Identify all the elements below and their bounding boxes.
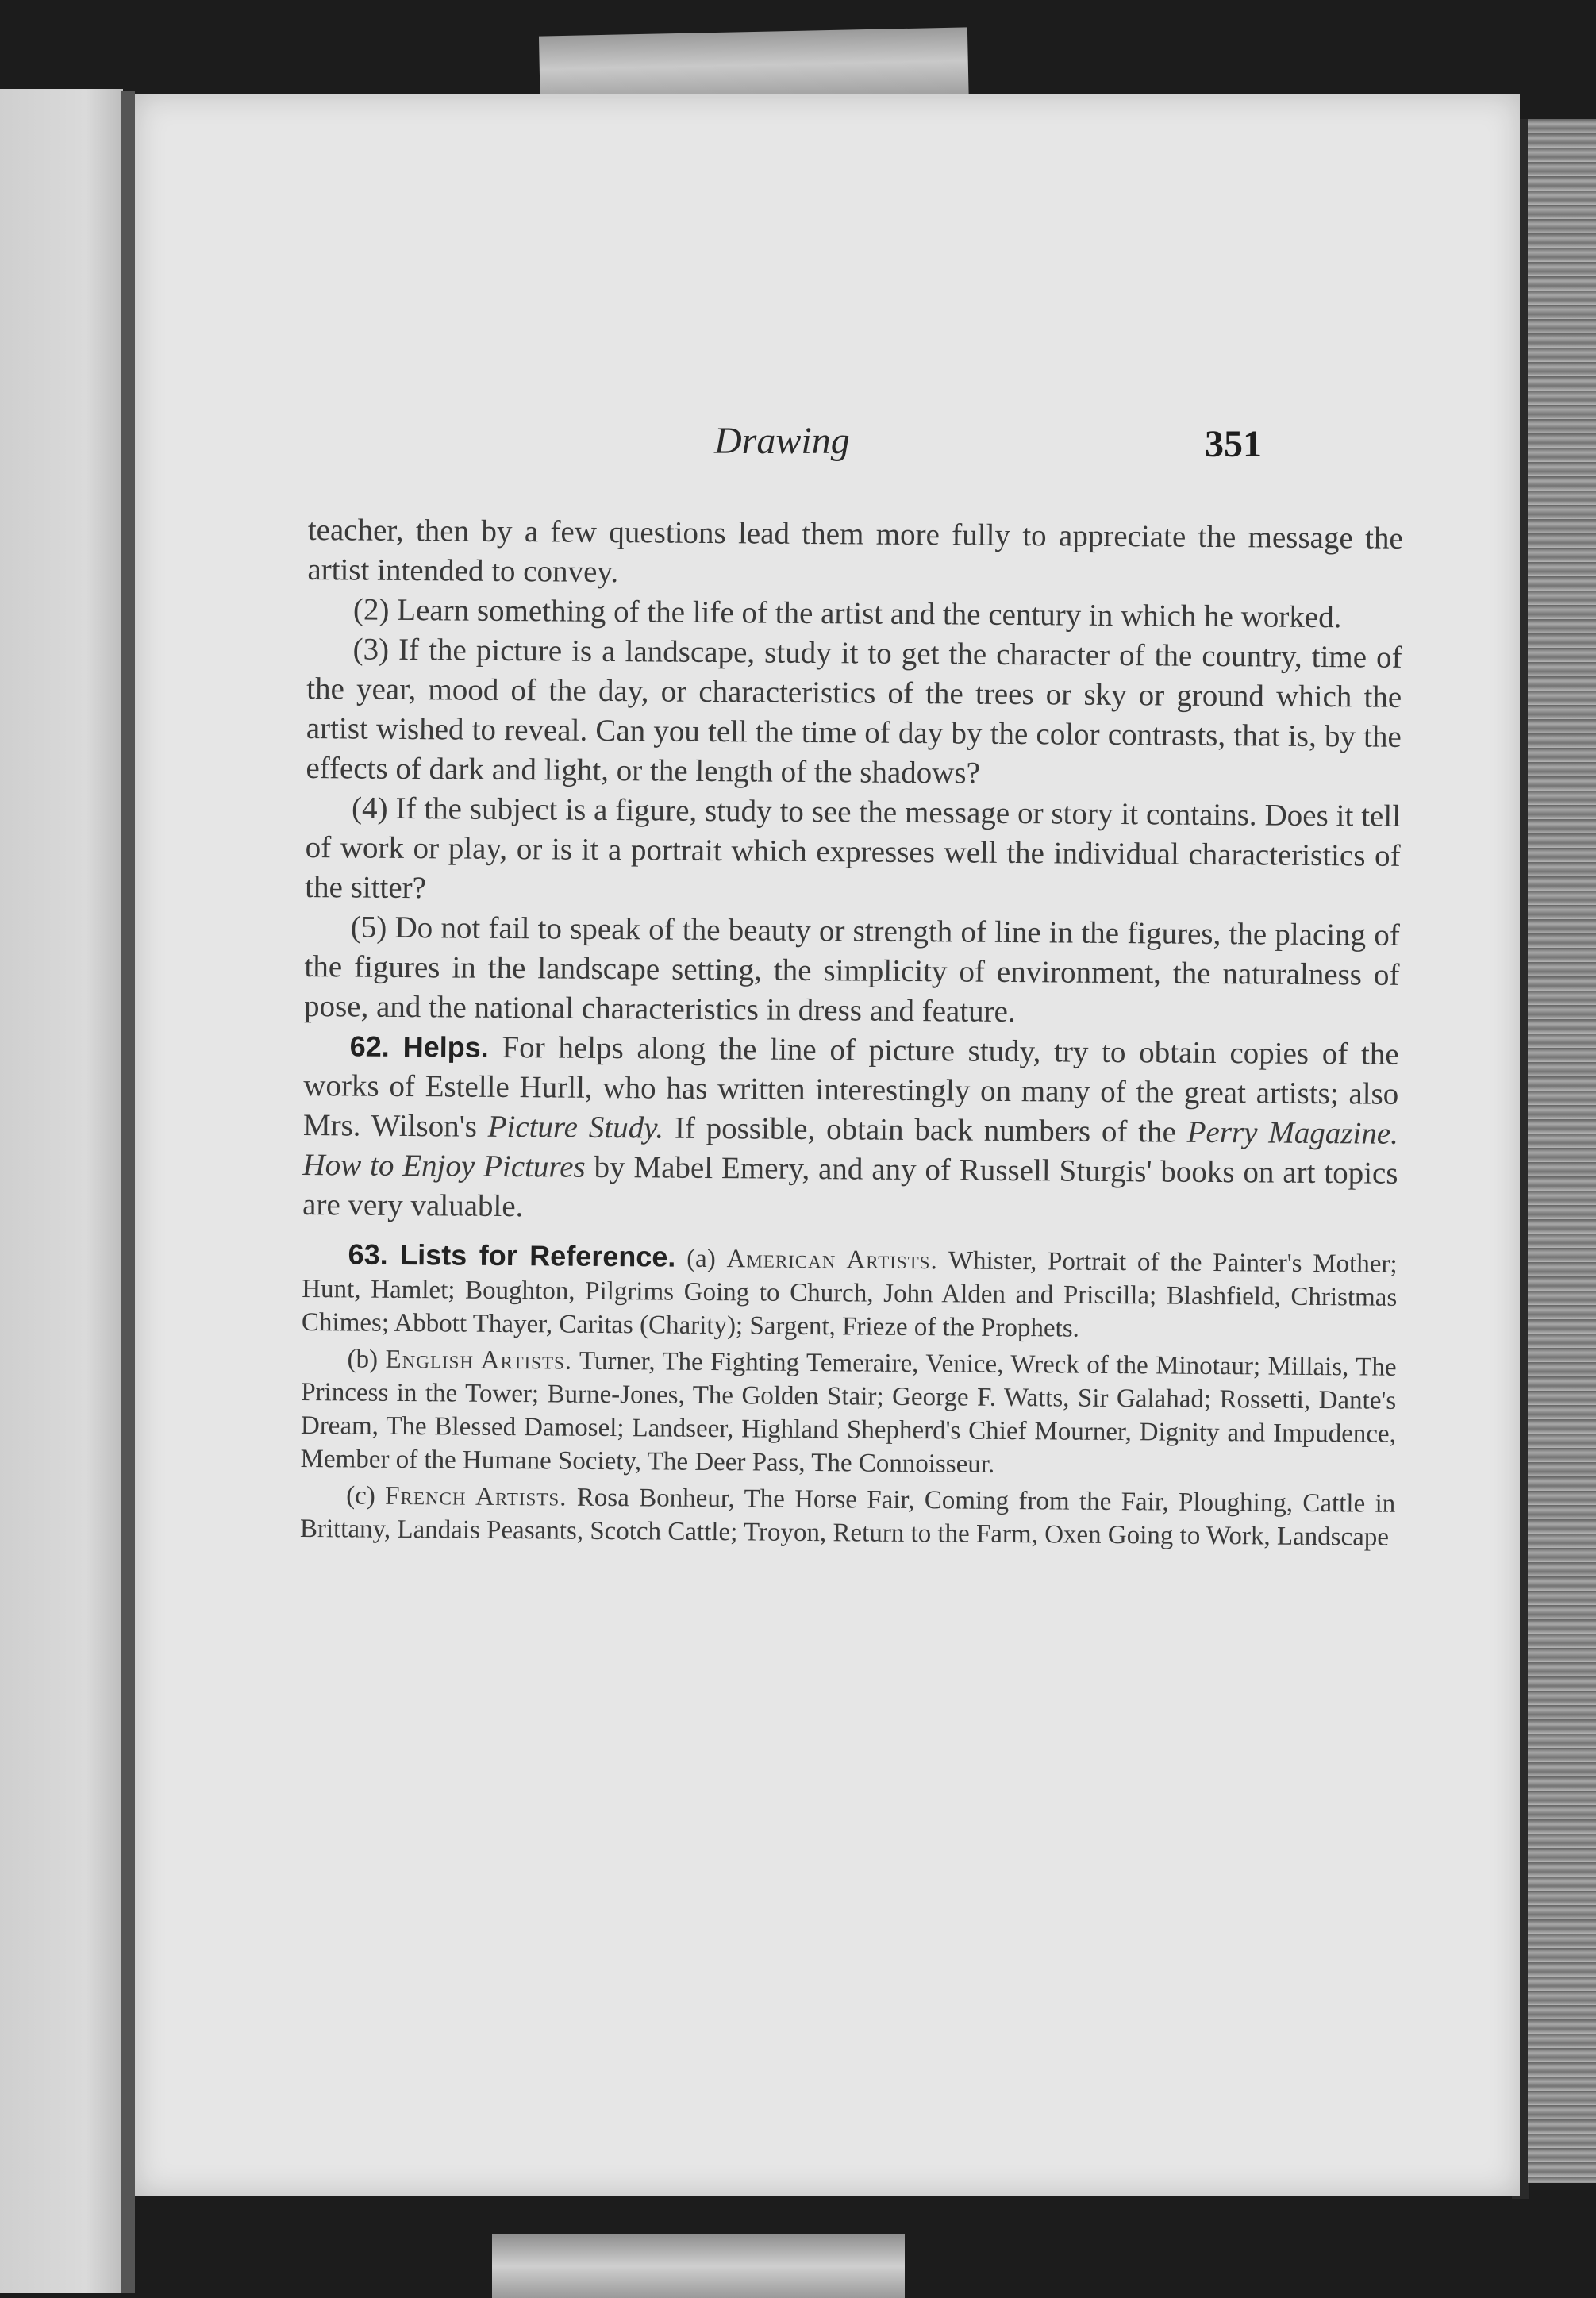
list-b-label: (b) [347,1345,379,1374]
list-english [300,1342,1396,1484]
list-c-label: (c) [346,1481,376,1511]
paragraph-3: (3) If the picture is a landscape, study it to get the character of the country, time of the year, mood of the day, or characteristics of the trees or sky or ground which the artist wished to reveal. Can you tell the time of day by the color contrasts, that is, by the effects of dark and light, or the length of the shadows? [306,632,1402,791]
tape-fringe-right [1528,119,1596,2183]
page-header [135,419,1520,483]
helps-text-f: by Mabel Emery, and any of Russell Sturgis' books on art topics are very valuable. [302,1149,1398,1224]
page-number: 351 [1205,423,1262,465]
list-c-text: Rosa Bonheur, The Horse Fair, Coming from the Fair, Ploughing, Cattle in Brittany, Landais Peasants, Scotch Cattle; Troyon, Return to the Farm, Oxen Going to Work, Landscape [299,1483,1396,1552]
list-a-title: American Artists. [726,1245,938,1276]
running-head: Drawing [714,420,850,462]
book-page [135,94,1520,2196]
tape-strip-bottom [492,2234,905,2298]
section-62-heading: 62. Helps. [349,1030,489,1064]
helps-title-perry-magazine: Perry Magazine. [1186,1114,1399,1151]
page-gutter-shadow [121,91,135,2293]
list-french [300,1479,1396,1554]
body-text [300,510,1403,1557]
list-b-title: English Artists. [385,1345,573,1376]
list-a-label: (a) [686,1244,716,1274]
paragraph-5: (5) Do not fail to speak of the beauty or strength of line in the figures, the placing of the figures in the landscape setting, the simplicity of environment, the naturalness of pose, and the national characteristics in dress and feature. [303,910,1401,1030]
reference-lists [300,1238,1398,1554]
paragraph-4: (4) If the subject is a figure, study to see the message or story it contains. Does it tell of work or play, or is it a portrait which expresses well the individual characteristics of the sitter? [305,791,1402,906]
paragraph-2: (2) Learn something of the life of the artist and the century in which he worked. [352,592,1342,635]
list-b-text: Turner, The Fighting Temeraire, Venice, Wreck of the Minotaur; Millais, The Princess in the Tower; Burne-Jones, The Golden Stair; George F. Watts, Sir Galahad; Rossetti, Dante's Dream, The Blessed Damosel; Landseer, Highland Shepherd's Chief Mourner, Dignity and Impudence, Member of the Humane Society, The Deer Pass, The Connoisseur. [300,1346,1397,1479]
section-63-heading: 63. Lists for Reference. [348,1238,676,1273]
list-american [302,1238,1398,1348]
helps-title-picture-study: Picture Study. [487,1109,664,1145]
helps-title-how-to-enjoy: How to Enjoy Pictures [302,1147,586,1184]
list-a-text: Whister, Portrait of the Painter's Mother; Hunt, Hamlet; Boughton, Pilgrims Going to Church, John Alden and Priscilla; Blashfield, Christmas Chimes; Abbott Thayer, Caritas (Charity); Sargent, Frieze of the Prophets. [301,1246,1398,1343]
helps-text-a: For helps along the line of picture study, try to obtain copies of the works of Estelle Hurll, who has written interestingly on many of the great artists; also Mrs. Wilson's [302,1030,1399,1144]
paragraph-continuation: teacher, then by a few questions lead them more fully to appreciate the message the artist intended to convey. [307,512,1403,590]
helps-text-c: If possible, obtain back numbers of the [674,1111,1177,1149]
section-62-helps [302,1026,1399,1234]
facing-page-edge [0,89,123,2293]
list-c-title: French Artists. [385,1481,567,1512]
